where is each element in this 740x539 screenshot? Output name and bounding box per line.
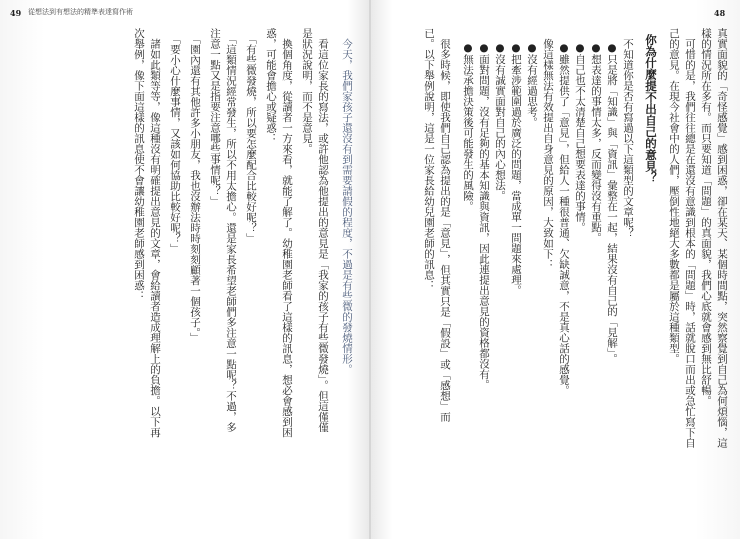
right-column-13: 像這樣無法有效提出自身意見的原因，大致如下： (542, 28, 554, 270)
bullet-item: ●沒有誠實面對自己的內心想法。 (494, 42, 506, 201)
page-gutter (369, 0, 371, 539)
section-heading: 你為什麼提不出自己的意見？ (644, 34, 658, 184)
left-column-2: 是狀況說明，而不是意見。 (301, 28, 313, 154)
bullet-item: ●只是將「知識」與「資訊」彙整在一起，結果沒有自己的「見解」。 (606, 42, 618, 364)
bullet-item: ●雖然提供了「意見」，但給人一種很普通、欠缺誠意，不是真心話的感覺。 (558, 42, 570, 396)
bullet-item: ●想表達的事情太多，反而變得沒有重點。 (590, 42, 602, 243)
right-page-number: 48 (714, 8, 726, 18)
bullet-item: ●無法承擔決策後可能發生的風險。 (462, 42, 474, 212)
left-running-title: 從想法到有想法的精準表達寫作術 (28, 8, 133, 16)
left-column-3: 換個角度，從讀者一方來看，就能了解了。幼稚園老師看了這樣的訊息，想必會感到困 (281, 28, 293, 438)
left-column-8: 「園內還有其他許多小朋友，我也沒辦法時時刻刻顧著一個孩子。」 (189, 28, 201, 343)
left-column-11: 次舉例，像下面這樣的訊息使不會讓幼稚園老師感到困惑： (133, 28, 145, 301)
example-message (340, 28, 354, 375)
right-column-2: 樣的情況所在多有。而只要知道「問題」的真面貌，我們心底就會感到無比舒暢。 (700, 28, 712, 406)
example-message-prefix: 今天， (341, 28, 353, 70)
left-column-5: 「有些微發燒，所以要怎麼配合比較好呢？」 (245, 28, 257, 244)
bullet-item: ●把牽涉範圍過於廣泛的問題，當成單一問題來處理。 (510, 42, 522, 296)
bullet-item: ●面對問題，沒有足夠的基本知識與資訊，因此連提出意見的資格都沒有。 (478, 42, 490, 390)
left-column-6: 「這類情況經常發生，所以不用太擔心。還是家長希望老師們多注意一點呢？不過，多 (225, 28, 237, 433)
left-column-4: 惑，可能會擔心或疑惑： (265, 28, 277, 144)
right-column-20: 很多時候，即使我們自己認為提出的是「意見」，但其實只是「假設」或「感想」而 (439, 28, 451, 422)
right-column-21: 已。以下舉例說明，這是一位家長給幼兒園老師的訊息： (423, 28, 435, 291)
bullet-item: ●沒有經過思考。 (526, 42, 538, 128)
bullet-item: ●自己也不太清楚自己想要表達的事情。 (574, 42, 586, 233)
right-column-8: 不知道你是否有寫過以下這類型的文章呢？ (622, 28, 634, 238)
right-column-1: 真實面貌的「奇怪感覺」感到困惑，卻在某天、某個時間點，突然察覺到自己為何煩惱，這 (716, 28, 728, 448)
left-page-number: 49 (10, 8, 22, 18)
example-message-text: 我們家孩子還沒有到需要請假的程度，不過是有些微的發燒情形。 (341, 70, 353, 375)
left-column-10: 諸如此類等等，像這種沒有明確提出意見的文章，會給讀者造成理解上的負擔。以下再 (149, 28, 161, 438)
right-column-4: 己的意見。在現今社會中的人們，壓倒性地絕大多數都是屬於這種類型。 (668, 28, 680, 364)
left-column-7: 注意一點又是指要注意哪些事情呢？」 (209, 28, 221, 207)
right-column-3: 可惜的是，我們往往總是在還沒有意識到根本的「問題」時，話就脫口而出或急忙寫下自 (684, 28, 696, 448)
left-column-9: 「要小心什麼事情，又該如何協助比較好呢？」 (169, 28, 181, 254)
right-page (382, 28, 727, 528)
left-column-1: 看這位家長的寫法，或許他認為他提出的意見是「我家的孩子有些微發燒」。但這僅僅 (317, 28, 329, 433)
left-page (10, 28, 360, 528)
